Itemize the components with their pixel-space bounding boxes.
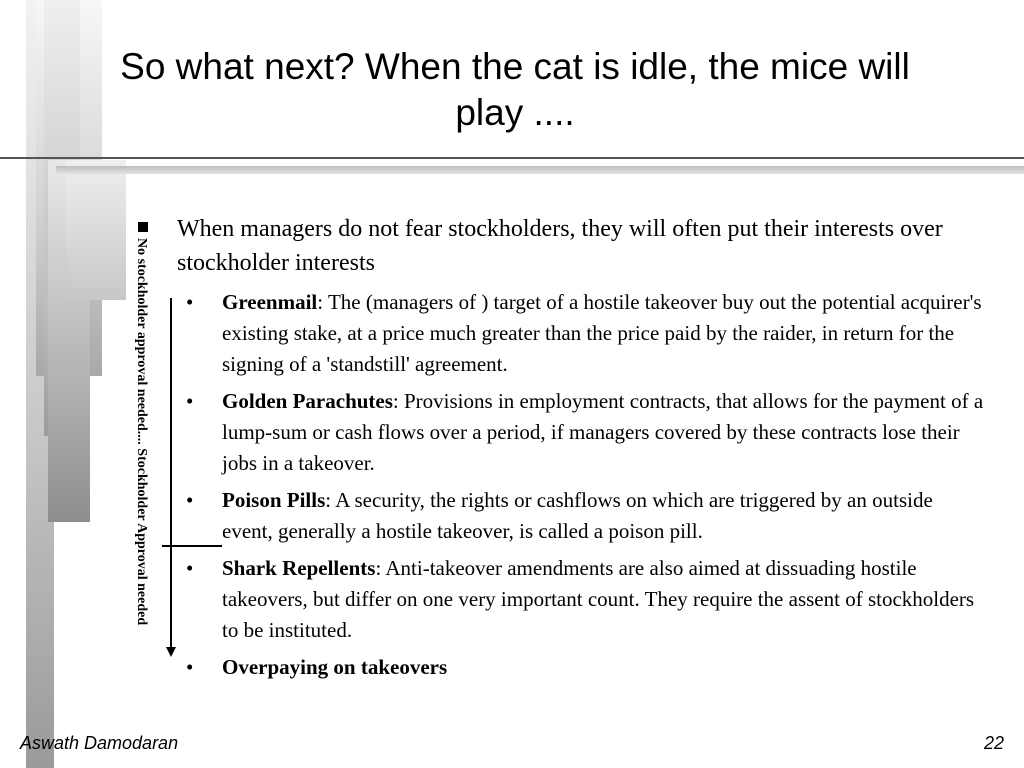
square-bullet-icon [138, 222, 148, 232]
list-item [186, 652, 986, 683]
main-point: When managers do not fear stockholders, they will often put their interests over stockholder interests [177, 216, 943, 276]
approval-axis-label: No stockholder approval needed.... Stockholder Approval needed [134, 238, 149, 626]
title-divider-bar [56, 166, 1024, 174]
title-divider-line [0, 157, 1024, 159]
decorative-gradient-bar [66, 160, 126, 300]
footer-author: Aswath Damodaran [20, 733, 179, 753]
bullet-dot-icon: • [186, 556, 194, 580]
page-number: 22 [983, 733, 1004, 753]
sub-bullet-list [186, 287, 986, 689]
bullet-dot-icon: • [186, 488, 194, 512]
bullet-term: Overpaying on takeovers [222, 655, 448, 679]
arrow-down-icon [166, 647, 176, 657]
bullet-term: Greenmail [222, 290, 318, 314]
bullet-text: : Provisions in employment contracts, that allows for the payment of a lump-sum or cash flows over a period, if managers covered by these contracts lose their jobs in a takeover. [222, 389, 984, 475]
bullet-term: Shark Repellents [222, 556, 376, 580]
approval-arrow-line [170, 298, 172, 648]
slide-title: So what next? When the cat is idle, the mice will play .... [120, 46, 910, 133]
bullet-dot-icon: • [186, 655, 194, 679]
bullet-text: : Anti-takeover amendments are also aimed at dissuading hostile takeovers, but differ on one very important count. They require the assent of stockholders to be instituted. [222, 556, 975, 642]
bullet-term: Poison Pills [222, 488, 326, 512]
bullet-dot-icon: • [186, 290, 194, 314]
bullet-text: : A security, the rights or cashflows on which are triggered by an outside event, generally a hostile takeover, is called a poison pill. [222, 488, 933, 543]
bullet-dot-icon: • [186, 389, 194, 413]
bullet-text: : The (managers of ) target of a hostile takeover buy out the potential acquirer's existing stake, at a price much greater than the price paid by the raider, in return for the signing of a 'standstill' agreement. [222, 290, 982, 376]
list-item [186, 485, 986, 547]
list-item [186, 287, 986, 380]
bullet-term: Golden Parachutes [222, 389, 393, 413]
list-item [186, 553, 986, 646]
list-item [186, 386, 986, 479]
